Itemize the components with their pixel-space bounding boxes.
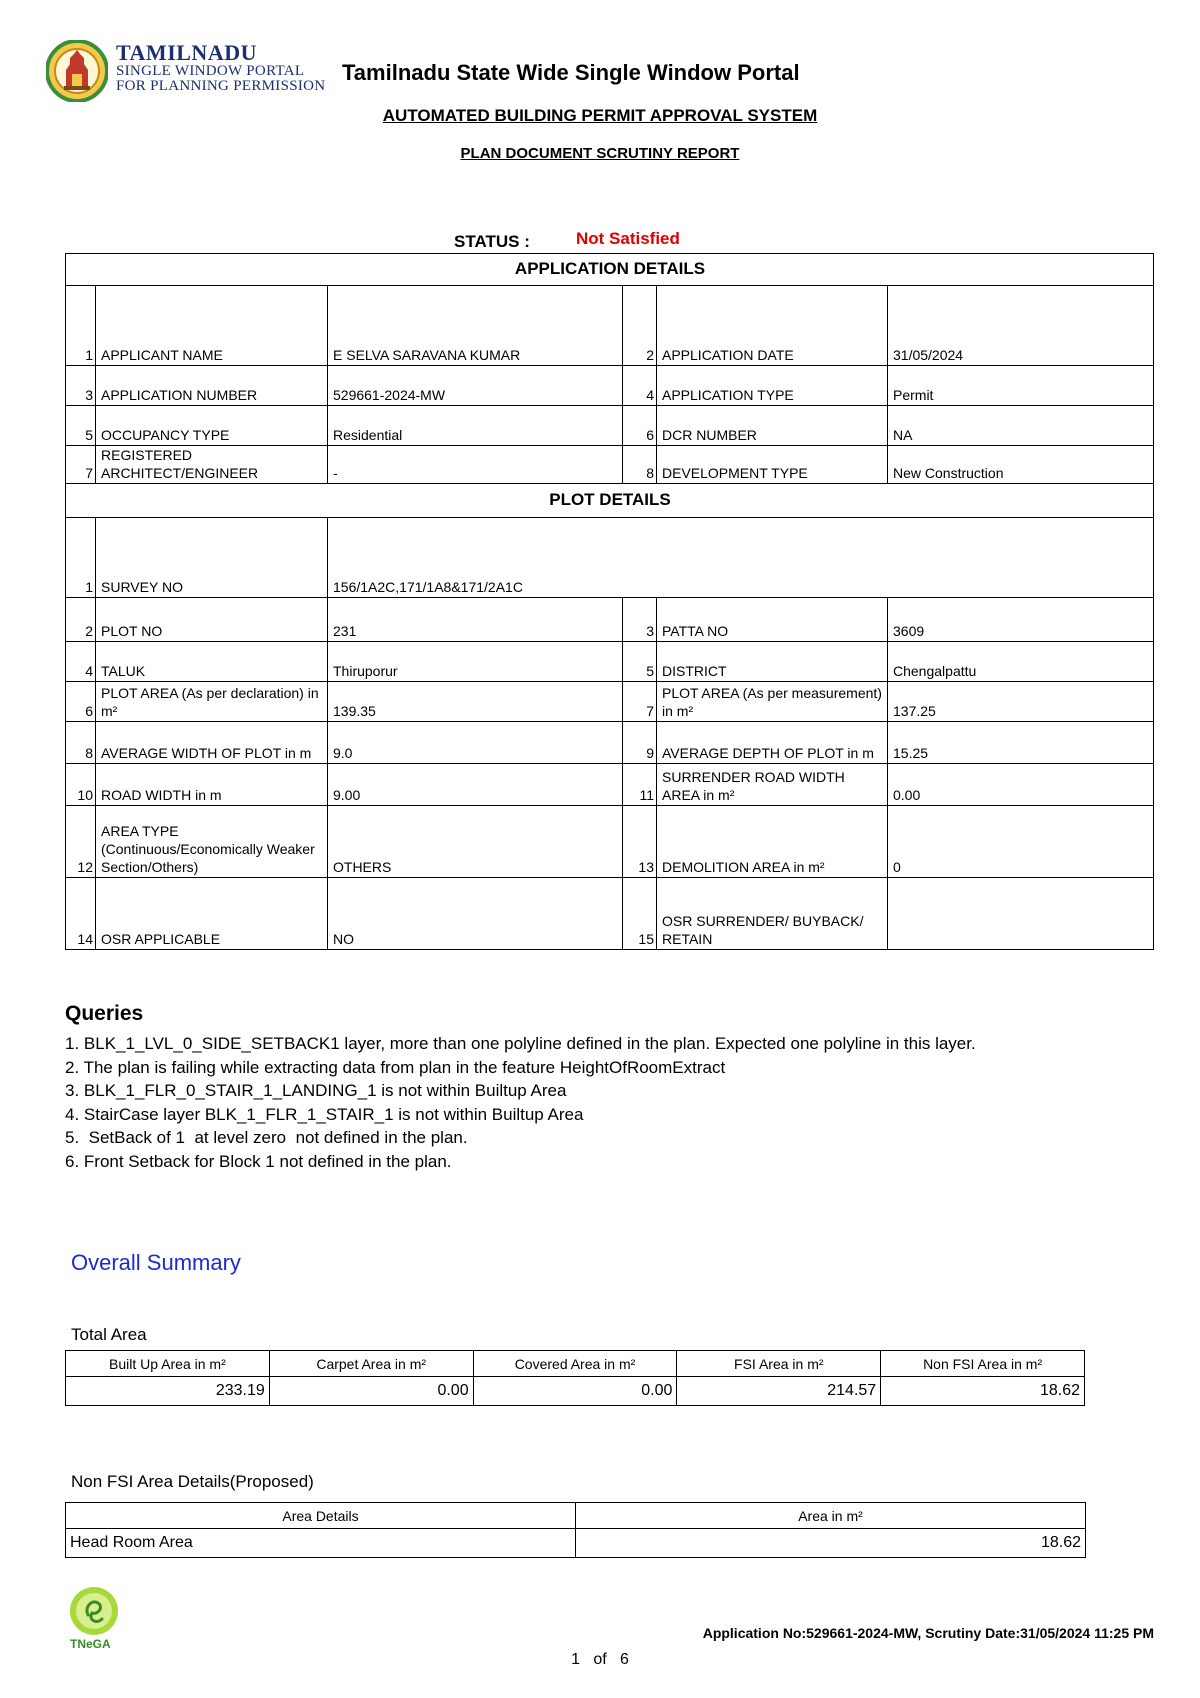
total-area-header: Non FSI Area in m² bbox=[881, 1351, 1085, 1377]
item-number: 7 bbox=[66, 446, 96, 484]
item-value: 231 bbox=[328, 598, 623, 642]
query-item: 2. The plan is failing while extracting data from plan in the feature HeightOfRoomExtract bbox=[65, 1057, 726, 1077]
item-number: 1 bbox=[66, 518, 96, 598]
item-number: 1 bbox=[66, 286, 96, 366]
item-label: APPLICATION TYPE bbox=[657, 366, 888, 406]
query-item: 6. Front Setback for Block 1 not defined in the plan. bbox=[65, 1151, 452, 1171]
item-label: APPLICANT NAME bbox=[96, 286, 328, 366]
item-label: APPLICATION NUMBER bbox=[96, 366, 328, 406]
item-value: E SELVA SARAVANA KUMAR bbox=[328, 286, 623, 366]
item-number: 4 bbox=[623, 366, 657, 406]
plot-details-heading-row bbox=[66, 484, 1154, 518]
total-area-value: 0.00 bbox=[473, 1377, 677, 1406]
total-area-header: Built Up Area in m² bbox=[66, 1351, 270, 1377]
details-row bbox=[66, 642, 1154, 682]
query-item: 1. BLK_1_LVL_0_SIDE_SETBACK1 layer, more than one polyline defined in the plan. Expected one polyline in this layer. bbox=[65, 1034, 976, 1053]
total-area-value: 214.57 bbox=[677, 1377, 881, 1406]
item-value: 529661-2024-MW bbox=[328, 366, 623, 406]
item-number: 6 bbox=[623, 406, 657, 446]
item-number: 2 bbox=[623, 286, 657, 366]
query-item: 3. BLK_1_FLR_0_STAIR_1_LANDING_1 is not within Builtup Area bbox=[65, 1081, 567, 1100]
non-fsi-header: Area in m² bbox=[576, 1503, 1086, 1529]
details-row bbox=[66, 764, 1154, 806]
item-number: 3 bbox=[66, 366, 96, 406]
non-fsi-area-value: 18.62 bbox=[576, 1529, 1086, 1558]
total-area-value: 0.00 bbox=[269, 1377, 473, 1406]
item-label: OSR SURRENDER/ BUYBACK/ RETAIN bbox=[657, 878, 888, 950]
item-value: 3609 bbox=[888, 598, 1154, 642]
item-label: PLOT NO bbox=[96, 598, 328, 642]
item-number: 2 bbox=[66, 598, 96, 642]
item-number: 9 bbox=[623, 722, 657, 764]
details-row bbox=[66, 806, 1154, 878]
item-value: 15.25 bbox=[888, 722, 1154, 764]
report-title: PLAN DOCUMENT SCRUTINY REPORT bbox=[460, 145, 740, 162]
item-value: Chengalpattu bbox=[888, 642, 1154, 682]
tnega-logo-icon bbox=[66, 1585, 122, 1637]
total-area-value: 18.62 bbox=[881, 1377, 1085, 1406]
item-label: OCCUPANCY TYPE bbox=[96, 406, 328, 446]
item-number: 8 bbox=[66, 722, 96, 764]
item-label: SURRENDER ROAD WIDTH AREA in m² bbox=[657, 764, 888, 806]
item-label: REGISTERED ARCHITECT/ENGINEER bbox=[96, 446, 328, 484]
item-value: Residential bbox=[328, 406, 623, 446]
item-label: ROAD WIDTH in m bbox=[96, 764, 328, 806]
item-label: PATTA NO bbox=[657, 598, 888, 642]
item-number: 10 bbox=[66, 764, 96, 806]
details-row bbox=[66, 286, 1154, 366]
item-value: Permit bbox=[888, 366, 1154, 406]
item-value: New Construction bbox=[888, 446, 1154, 484]
item-label: APPLICATION DATE bbox=[657, 286, 888, 366]
application-details-heading: APPLICATION DETAILS bbox=[66, 254, 1154, 286]
system-title: AUTOMATED BUILDING PERMIT APPROVAL SYSTEM bbox=[382, 106, 818, 125]
item-value: 9.0 bbox=[328, 722, 623, 764]
item-value: NO bbox=[328, 878, 623, 950]
query-item: 5. SetBack of 1 at level zero not defined in the plan. bbox=[65, 1128, 468, 1147]
queries-list bbox=[65, 1032, 1115, 1173]
total-area-header: Covered Area in m² bbox=[473, 1351, 677, 1377]
details-row bbox=[66, 598, 1154, 642]
total-area-title: Total Area bbox=[71, 1325, 147, 1344]
query-item: 4. StairCase layer BLK_1_FLR_1_STAIR_1 is not within Builtup Area bbox=[65, 1104, 584, 1124]
item-label: PLOT AREA (As per declaration) in m² bbox=[96, 682, 328, 722]
item-number: 8 bbox=[623, 446, 657, 484]
item-value: 0 bbox=[888, 806, 1154, 878]
overall-summary-heading: Overall Summary bbox=[71, 1250, 241, 1275]
item-number: 13 bbox=[623, 806, 657, 878]
brand-line-1: TAMILNADU bbox=[116, 40, 257, 65]
details-row bbox=[66, 406, 1154, 446]
item-label: SURVEY NO bbox=[96, 518, 328, 598]
item-value: 9.00 bbox=[328, 764, 623, 806]
item-number: 15 bbox=[623, 878, 657, 950]
application-details-heading-row bbox=[66, 254, 1154, 286]
item-label: DISTRICT bbox=[657, 642, 888, 682]
non-fsi-table bbox=[65, 1502, 1086, 1558]
plot-details-heading: PLOT DETAILS bbox=[66, 484, 1154, 518]
item-value: NA bbox=[888, 406, 1154, 446]
details-row bbox=[66, 682, 1154, 722]
status-value: Not Satisfied bbox=[576, 229, 680, 248]
item-label: DCR NUMBER bbox=[657, 406, 888, 446]
item-label: TALUK bbox=[96, 642, 328, 682]
item-value: 139.35 bbox=[328, 682, 623, 722]
item-value: Thiruporur bbox=[328, 642, 623, 682]
item-value: - bbox=[328, 446, 623, 484]
item-number: 14 bbox=[66, 878, 96, 950]
total-area-header: FSI Area in m² bbox=[677, 1351, 881, 1377]
brand-line-2: SINGLE WINDOW PORTAL bbox=[116, 63, 305, 79]
item-number: 6 bbox=[66, 682, 96, 722]
tamilnadu-emblem-icon bbox=[46, 40, 108, 102]
details-row bbox=[66, 518, 1154, 598]
non-fsi-title: Non FSI Area Details(Proposed) bbox=[71, 1472, 314, 1491]
total-area-value: 233.19 bbox=[66, 1377, 270, 1406]
portal-brand bbox=[116, 42, 325, 94]
page-number: 1 of 6 bbox=[571, 1651, 629, 1668]
item-number: 4 bbox=[66, 642, 96, 682]
item-label: DEMOLITION AREA in m² bbox=[657, 806, 888, 878]
item-label: OSR APPLICABLE bbox=[96, 878, 328, 950]
item-value: 31/05/2024 bbox=[888, 286, 1154, 366]
item-value: 156/1A2C,171/1A8&171/2A1C bbox=[328, 518, 1154, 598]
footer-application-info: Application No:529661-2024-MW, Scrutiny Date:31/05/2024 11:25 PM bbox=[702, 1625, 1154, 1641]
total-area-header: Carpet Area in m² bbox=[269, 1351, 473, 1377]
portal-title: Tamilnadu State Wide Single Window Portal bbox=[342, 60, 800, 85]
non-fsi-header: Area Details bbox=[66, 1503, 576, 1529]
item-label: DEVELOPMENT TYPE bbox=[657, 446, 888, 484]
queries-heading: Queries bbox=[65, 1002, 144, 1025]
item-number: 3 bbox=[623, 598, 657, 642]
item-number: 5 bbox=[623, 642, 657, 682]
status-label: STATUS : bbox=[454, 232, 530, 251]
details-row bbox=[66, 722, 1154, 764]
brand-line-3: FOR PLANNING PERMISSION bbox=[116, 78, 326, 94]
item-number: 12 bbox=[66, 806, 96, 878]
total-area-table bbox=[65, 1350, 1085, 1406]
item-number: 11 bbox=[623, 764, 657, 806]
details-row bbox=[66, 446, 1154, 484]
non-fsi-area-name: Head Room Area bbox=[66, 1529, 576, 1558]
details-row bbox=[66, 878, 1154, 950]
item-label: AVERAGE WIDTH OF PLOT in m bbox=[96, 722, 328, 764]
item-value: 137.25 bbox=[888, 682, 1154, 722]
item-label: AREA TYPE (Continuous/Economically Weaker Section/Others) bbox=[96, 806, 328, 878]
item-number: 5 bbox=[66, 406, 96, 446]
details-table bbox=[65, 253, 1154, 950]
item-label: AVERAGE DEPTH OF PLOT in m bbox=[657, 722, 888, 764]
details-row bbox=[66, 366, 1154, 406]
item-value: OTHERS bbox=[328, 806, 623, 878]
item-value bbox=[888, 878, 1154, 950]
item-value: 0.00 bbox=[888, 764, 1154, 806]
item-number: 7 bbox=[623, 682, 657, 722]
tnega-label: TNeGA bbox=[70, 1637, 111, 1651]
item-label: PLOT AREA (As per measurement) in m² bbox=[657, 682, 888, 722]
